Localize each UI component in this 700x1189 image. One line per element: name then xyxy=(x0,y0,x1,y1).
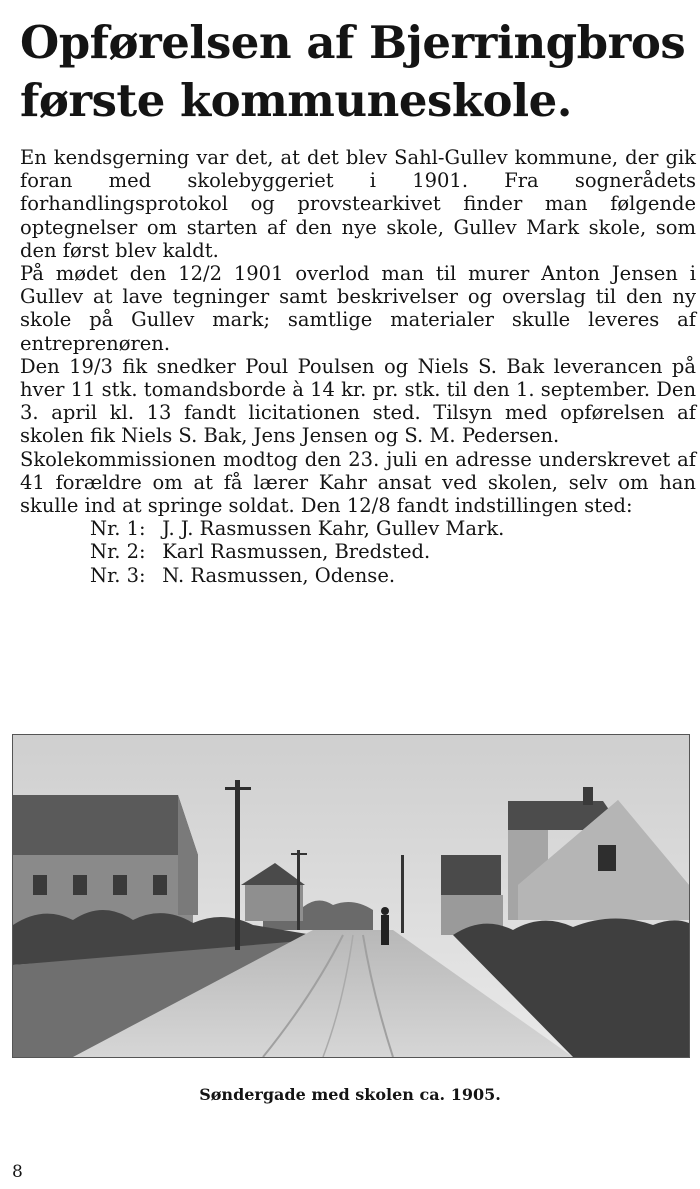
nomination-item xyxy=(90,517,696,540)
nomination-number: Nr. 2: xyxy=(90,540,146,564)
nomination-name: J. J. Rasmussen Kahr, Gullev Mark. xyxy=(162,517,505,541)
nomination-item xyxy=(90,564,696,587)
nomination-name: N. Rasmussen, Odense. xyxy=(162,563,396,587)
nomination-list xyxy=(90,517,696,587)
title-line-1: Opførelsen af Bjerringbros xyxy=(20,16,686,69)
title-line-2: første kommuneskole. xyxy=(20,74,572,127)
article-body xyxy=(20,146,696,587)
nomination-number: Nr. 1: xyxy=(90,517,146,541)
street-photo xyxy=(12,734,690,1058)
street-scene-illustration xyxy=(13,735,689,1057)
paragraph-3: Den 19/3 fik snedker Poul Poulsen og Niels S. Bak leverancen på hver 11 stk. tomandsborde à 14 kr. pr. stk. til den 1. september. Den 3. april kl. 13 fandt licitationen sted. Tilsyn med opførelsen af skolen fik Niels S. Bak, Jens Jensen og S. M. Pedersen. xyxy=(20,354,696,448)
nomination-name: Karl Rasmussen, Bredsted. xyxy=(162,540,431,564)
paragraph-2: På mødet den 12/2 1901 overlod man til murer Anton Jensen i Gullev at lave tegninger samt beskrivelser og overslag til den ny skole på Gullev mark; samtlige materialer skulle leveres af entreprenøren. xyxy=(20,262,696,355)
nomination-item xyxy=(90,540,696,563)
paragraph-4: Skolekommissionen modtog den 23. juli en adresse underskrevet af 41 forældre om at få lærer Kahr ansat ved skolen, selv om han skulle ind at springe soldat. Den 12/8 fandt indstillingen sted: xyxy=(20,447,696,518)
article-title xyxy=(20,14,690,130)
nomination-number: Nr. 3: xyxy=(90,563,146,587)
photo-caption: Søndergade med skolen ca. 1905. xyxy=(199,1085,501,1104)
page-number: 8 xyxy=(12,1162,23,1182)
paragraph-1: En kendsgerning var det, at det blev Sahl-Gullev kommune, der gik foran med skolebyggeriet i 1901. Fra sognerådets forhandlingsprotokol og provstearkivet finder man følgende optegnelser om starten af den nye skole, Gullev Mark skole, som den først blev kaldt. xyxy=(20,146,696,262)
